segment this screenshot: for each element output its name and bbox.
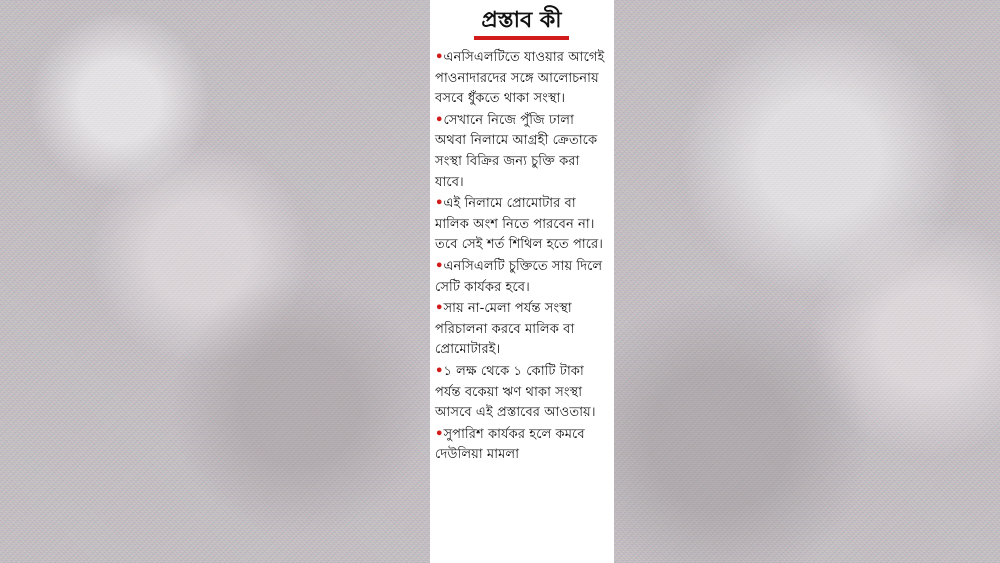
bullet-item xyxy=(435,299,608,361)
article-title: প্রস্তাব কী xyxy=(481,7,562,33)
bullet-dot-icon: • xyxy=(435,363,444,379)
bullet-dot-icon: • xyxy=(435,196,444,212)
bullet-text: সুপারিশ কার্যকর হলে কমবে দেউলিয়া মামলা xyxy=(435,426,585,463)
bullet-text: এই নিলামে প্রোমোটার বা মালিক অংশ নিতে পারবেন না। তবে সেই শর্ত শিথিল হতে পারে। xyxy=(435,196,603,253)
bullet-text: এনসিএলটিতে যাওয়ার আগেই পাওনাদারদের সঙ্গে আলোচনায় বসবে ধুঁকতে থাকা সংস্থা। xyxy=(435,50,605,107)
bullet-dot-icon: • xyxy=(435,426,444,442)
bullet-item xyxy=(435,48,608,110)
bullet-list xyxy=(435,48,608,466)
bullet-item xyxy=(435,194,608,256)
bullet-text: সেখানে নিজে পুঁজি ঢালা অথবা নিলামে আগ্রহী ক্রেতাকে সংস্থা বিক্রির জন্য চুক্তি করা যাবে। xyxy=(435,112,598,190)
bullet-text: সায় না-মেলা পর্যন্ত সংস্থা পরিচালনা করবে মালিক বা প্রোমোটারই। xyxy=(435,301,575,358)
bullet-text: এনসিএলটি চুক্তিতে সায় দিলে সেটি কার্যকর হবে। xyxy=(435,258,603,295)
title-underline xyxy=(474,36,569,40)
bullet-dot-icon: • xyxy=(435,301,444,317)
bullet-item xyxy=(435,425,608,466)
bullet-dot-icon: • xyxy=(435,50,444,65)
bullet-dot-icon: • xyxy=(435,258,444,274)
bullet-text: ১ লক্ষ থেকে ১ কোটি টাকা পর্যন্ত বকেয়া ঋণ থাকা সংস্থা আসবে এই প্রস্তাবের আওতায়। xyxy=(435,363,596,421)
bullet-item xyxy=(435,257,608,298)
bullet-dot-icon: • xyxy=(435,112,444,128)
article-panel xyxy=(430,0,614,563)
bullet-item xyxy=(435,362,608,424)
bullet-item xyxy=(435,111,608,193)
